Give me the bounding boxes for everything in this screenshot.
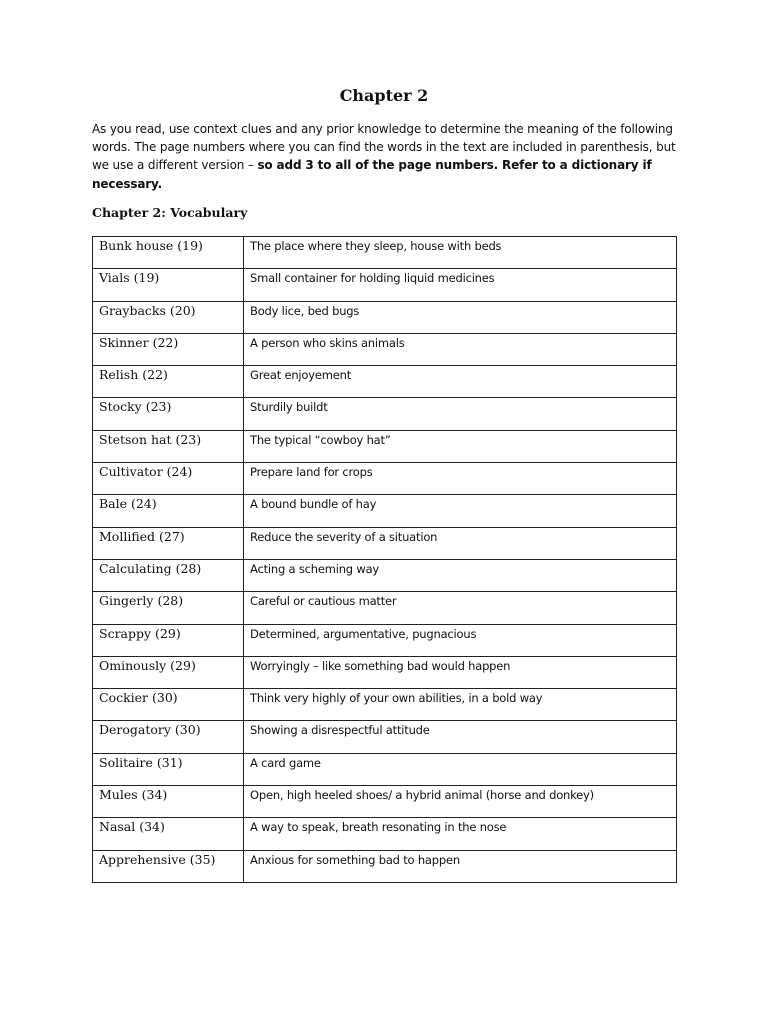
vocabulary-table — [92, 236, 677, 883]
table-row — [93, 786, 677, 818]
vocab-term: Cultivator (24) — [93, 463, 244, 495]
table-row — [93, 333, 677, 365]
vocab-term: Stetson hat (23) — [93, 430, 244, 462]
vocab-definition: Sturdily buildt — [244, 398, 677, 430]
vocab-term: Bunk house (19) — [93, 237, 244, 269]
vocab-term: Apprehensive (35) — [93, 850, 244, 882]
vocab-term: Stocky (23) — [93, 398, 244, 430]
table-row — [93, 398, 677, 430]
vocab-term: Calculating (28) — [93, 559, 244, 591]
vocab-definition: Think very highly of your own abilities, in a bold way — [244, 689, 677, 721]
vocab-term: Mollified (27) — [93, 527, 244, 559]
table-row — [93, 269, 677, 301]
vocab-term: Relish (22) — [93, 366, 244, 398]
vocab-definition: A card game — [244, 753, 677, 785]
vocab-definition: The typical “cowboy hat” — [244, 430, 677, 462]
table-row — [93, 495, 677, 527]
vocab-definition: Determined, argumentative, pugnacious — [244, 624, 677, 656]
vocab-definition: Reduce the severity of a situation — [244, 527, 677, 559]
table-row — [93, 301, 677, 333]
vocab-term: Ominously (29) — [93, 656, 244, 688]
table-row — [93, 366, 677, 398]
vocab-term: Gingerly (28) — [93, 592, 244, 624]
vocab-definition: Small container for holding liquid medicines — [244, 269, 677, 301]
table-row — [93, 818, 677, 850]
table-row — [93, 559, 677, 591]
vocab-term: Vials (19) — [93, 269, 244, 301]
vocab-definition: Showing a disrespectful attitude — [244, 721, 677, 753]
table-row — [93, 527, 677, 559]
vocab-term: Derogatory (30) — [93, 721, 244, 753]
table-row — [93, 592, 677, 624]
intro-paragraph — [92, 120, 682, 193]
vocab-definition: Prepare land for crops — [244, 463, 677, 495]
vocab-term: Scrappy (29) — [93, 624, 244, 656]
vocabulary-heading: Chapter 2: Vocabulary — [92, 205, 248, 220]
table-row — [93, 721, 677, 753]
table-row — [93, 624, 677, 656]
vocab-term: Cockier (30) — [93, 689, 244, 721]
vocab-definition: The place where they sleep, house with beds — [244, 237, 677, 269]
table-row — [93, 689, 677, 721]
vocab-term: Solitaire (31) — [93, 753, 244, 785]
vocab-definition: A way to speak, breath resonating in the nose — [244, 818, 677, 850]
page-title: Chapter 2 — [339, 86, 429, 105]
vocab-definition: Anxious for something bad to happen — [244, 850, 677, 882]
vocab-definition: Open, high heeled shoes/ a hybrid animal (horse and donkey) — [244, 786, 677, 818]
table-row — [93, 656, 677, 688]
vocab-term: Mules (34) — [93, 786, 244, 818]
table-row — [93, 850, 677, 882]
vocab-definition: A person who skins animals — [244, 333, 677, 365]
table-row — [93, 237, 677, 269]
vocab-term: Nasal (34) — [93, 818, 244, 850]
vocab-definition: Body lice, bed bugs — [244, 301, 677, 333]
vocab-term: Bale (24) — [93, 495, 244, 527]
vocab-definition: Worryingly – like something bad would happen — [244, 656, 677, 688]
vocabulary-table-body — [93, 237, 677, 883]
vocab-definition: A bound bundle of hay — [244, 495, 677, 527]
table-row — [93, 753, 677, 785]
intro-emphasis: so add 3 to all of the page numbers. Refer to a dictionary if necessary. — [92, 158, 652, 191]
vocab-term: Skinner (22) — [93, 333, 244, 365]
table-row — [93, 430, 677, 462]
vocab-definition: Careful or cautious matter — [244, 592, 677, 624]
vocab-definition: Great enjoyement — [244, 366, 677, 398]
intro-text: As you read, use context clues and any prior knowledge to determine the meaning of the following words. The page numbers where you can find the words in the text are included in parenthesis, but we use a different version – — [92, 122, 676, 173]
table-row — [93, 463, 677, 495]
vocab-definition: Acting a scheming way — [244, 559, 677, 591]
vocab-term: Graybacks (20) — [93, 301, 244, 333]
